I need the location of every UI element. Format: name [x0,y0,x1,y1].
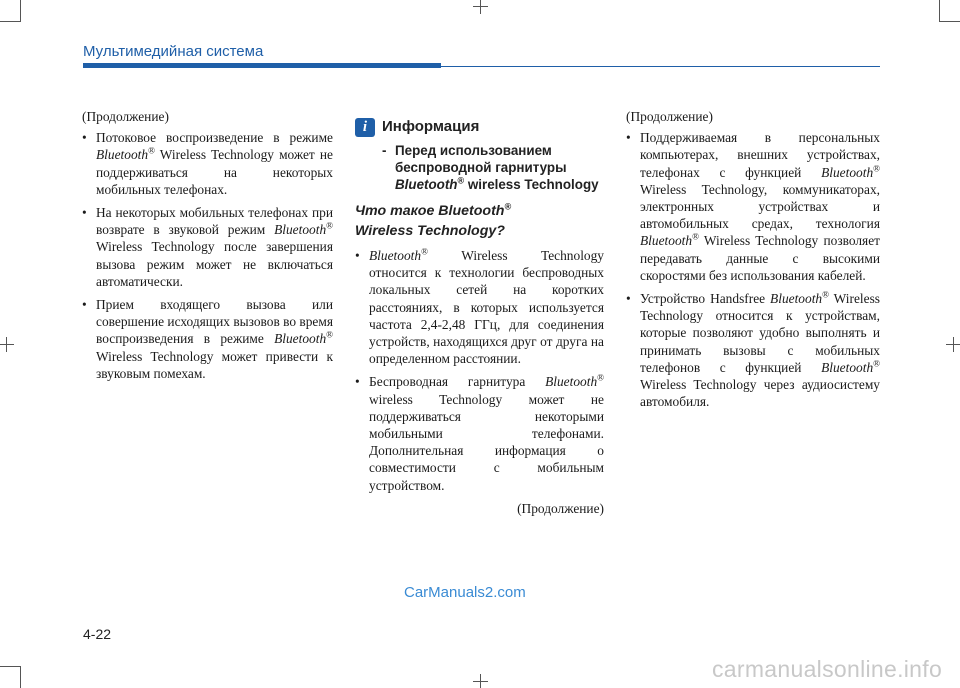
text-column-right [626,108,880,416]
info-dash: - [382,143,387,158]
crop-mark [473,6,488,7]
bullet-text: wireless Technology может не поддерживаться некоторыми мобильными телефонами. Дополнительная информация о совместимости с мобильным устройством. [369,391,604,493]
watermark-link[interactable]: CarManuals2.com [404,584,526,601]
continued-label: (Продолжение) [517,500,604,516]
continued-label: (Продолжение) [626,109,713,124]
info-subtitle-text: wireless Technology [464,177,599,192]
page-number: 4-22 [83,626,112,642]
bullet-text: Прием входящего вызова или совершение исходящих вызовов во время воспроизведения в режиме [96,297,334,347]
registered-mark: ® [504,201,512,212]
crop-mark [953,337,954,352]
bluetooth-term: Bluetooth [274,331,327,347]
bluetooth-term: Bluetooth [545,374,598,390]
crop-mark [939,21,960,22]
bullet-text: Потоковое воспроизведение в режиме [96,130,333,146]
crop-mark [473,681,488,682]
bullet-text: На некоторых мобильных телефонах при возврате в звуковой режим [96,205,333,238]
crop-mark [0,21,21,22]
bluetooth-term: Bluetooth [821,359,874,375]
bullet-text: Wireless Technology после завершения вызова режим может не включаться автоматически. [96,239,333,289]
crop-mark [939,0,940,22]
bluetooth-term: Bluetooth [369,248,422,263]
site-watermark: carmanualsonline.info [712,656,943,682]
info-title: Информация [382,118,480,135]
bluetooth-term: Bluetooth [821,164,874,180]
registered-mark: ® [326,220,333,231]
info-subtitle-text: Перед использованием беспроводной гарнитуры [395,143,567,175]
bullet-item [626,290,880,410]
text-column-left [82,108,333,388]
registered-mark: ® [692,231,699,242]
registered-mark: ® [148,145,155,156]
header-rule-thin [441,66,880,67]
bullet-text: Устройство Handsfree [640,291,771,307]
bluetooth-term: Bluetooth [96,147,149,163]
bullet-text: Wireless Technology относится к устройствам, которые позволяют удобно выполнять и принимать вызовы с мобильных телефонов с функцией [640,291,880,375]
crop-mark [0,666,21,667]
bullet-text: Wireless Technology, коммуникаторах, электронных устройствах и автомобильных средах, технология [640,181,880,232]
bullet-text: Wireless Technology позволяет передавать данные с высокими скоростями без использования кабелей. [640,233,880,283]
bullet-item [355,373,604,493]
bullet-text: Wireless Technology может не поддерживаться на некоторых мобильных телефонах. [96,147,333,197]
info-heading [355,116,604,138]
registered-mark: ® [326,329,333,340]
question-heading [355,201,604,241]
bullet-text: Wireless Technology через аудиосистему автомобиля. [640,377,880,410]
bullet-text: Wireless Technology может привести к звуковым помехам. [96,348,333,381]
crop-mark [20,0,21,22]
info-subtitle [355,142,604,193]
bullet-item [82,204,333,290]
bullet-item [82,296,333,382]
bluetooth-term: Bluetooth [770,291,823,307]
registered-mark: ® [597,372,604,383]
bullet-item [355,247,604,367]
registered-mark: ® [457,175,465,186]
bluetooth-term: Bluetooth [274,222,327,238]
registered-mark: ® [421,246,428,257]
question-text: Wireless Technology? [355,223,505,239]
bullet-text: Беспроводная гарнитура [369,374,546,390]
continued-label: (Продолжение) [82,109,169,124]
crop-mark [0,344,14,345]
crop-mark [20,666,21,688]
text-column-middle [355,116,604,517]
info-icon: i [355,118,375,137]
question-text: Что такое Bluetooth [355,203,505,219]
bluetooth-term: Bluetooth [640,233,693,249]
registered-mark: ® [873,163,880,174]
bullet-text: Wireless Technology относится к технологии беспроводных локальных сетей на коротких расстояниях, в которых используется частота 2,4-2,48 ГГц, для соединения устройств, находящихся друг от друга на определенном расстоянии. [369,248,604,367]
registered-mark: ® [822,289,829,300]
bullet-item [82,129,333,198]
crop-mark [6,337,7,352]
bluetooth-term: Bluetooth [395,177,458,192]
registered-mark: ® [873,358,880,369]
header-rule-thick [83,63,441,68]
crop-mark [480,0,481,14]
bullet-text: Поддерживаемая в персональных компьютерах, внешних устройствах, телефонах с функцией [640,130,880,180]
bullet-item [626,129,880,284]
section-title: Мультимедийная система [83,43,264,60]
